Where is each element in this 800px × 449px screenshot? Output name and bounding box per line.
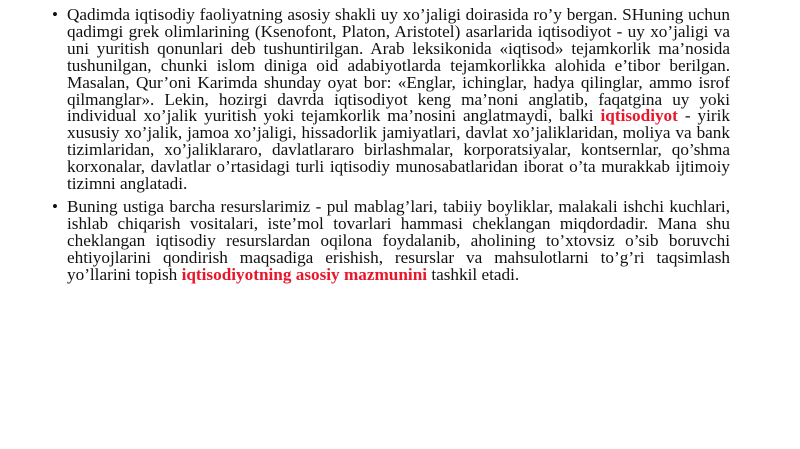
bullet-list	[52, 7, 730, 290]
paragraph-text-continued: tashkil etadi.	[427, 264, 520, 284]
bullet-item-2	[52, 196, 730, 284]
paragraph-text: Buning ustiga barcha resurslarimiz - pul mablag’lari, tabiiy boyliklar, malakali ishchi kuchlari, ishlab chiqarish vositalari, iste’mol tovarlari hammasi cheklangan miqdordadir. Mana shu cheklangan iqtisodiy resurslardan oqilona foydalanib, aholining to’xtovsiz o’sib boruvchi ehtiyojlarini qondirish maqsadiga erishish, resurslar va mahsulotlarni to’g’ri taqsimlash yo’llarini topish	[67, 196, 730, 284]
bullet-marker: •	[52, 5, 58, 24]
bullet-item-1	[52, 7, 730, 193]
paragraph-text-continued: - yirik xususiy xo’jalik, jamoa xo’jaligi, hissadorlik jamiyatlari, davlat xo’jaliklaridan, moliya va bank tizimlaridan, xo’jaliklararo, davlatlararo birlashmalar, korporatsiyalar, kontsernlar, qo’shma korxonalar, davlatlar o’rtasidagi turli iqtisodiy munosabatlaridan iborat o’ta murakkab ijtimoiy tizimni anglatadi.	[67, 106, 730, 194]
paragraph-text: Qadimda iqtisodiy faoliyatning asosiy shakli uy xo’jaligi doirasida ro’y bergan. SHuning uchun qadimgi grek olimlarining (Ksenofont, Platon, Aristotel) asarlarida iqtisodiyot - uy xo’jaligi va uni yuritish qonunlari deb tushuntirilgan. Arab leksikonida «iqtisod» tejamkorlik ma’nosida tushunilgan, chunki islom diniga oid adabiyotlarda tejamkorlikka alohida e’tibor berilgan. Masalan, Qur’oni Karimda shunday oyat bor: «Englar, ichinglar, hadya qilinglar, ammo isrof qilmanglar». Lekin, hozirgi davrda iqtisodiyot keng ma’noni anglatib, faqatgina uy yoki individual xo’jalik yuritish yoki tejamkorlik ma’nosini anglatmaydi, balki	[67, 5, 730, 126]
highlight-term: iqtisodiyot	[600, 106, 678, 126]
bullet-marker: •	[52, 196, 58, 216]
highlight-term: iqtisodiyotning asosiy mazmunini	[181, 264, 428, 284]
